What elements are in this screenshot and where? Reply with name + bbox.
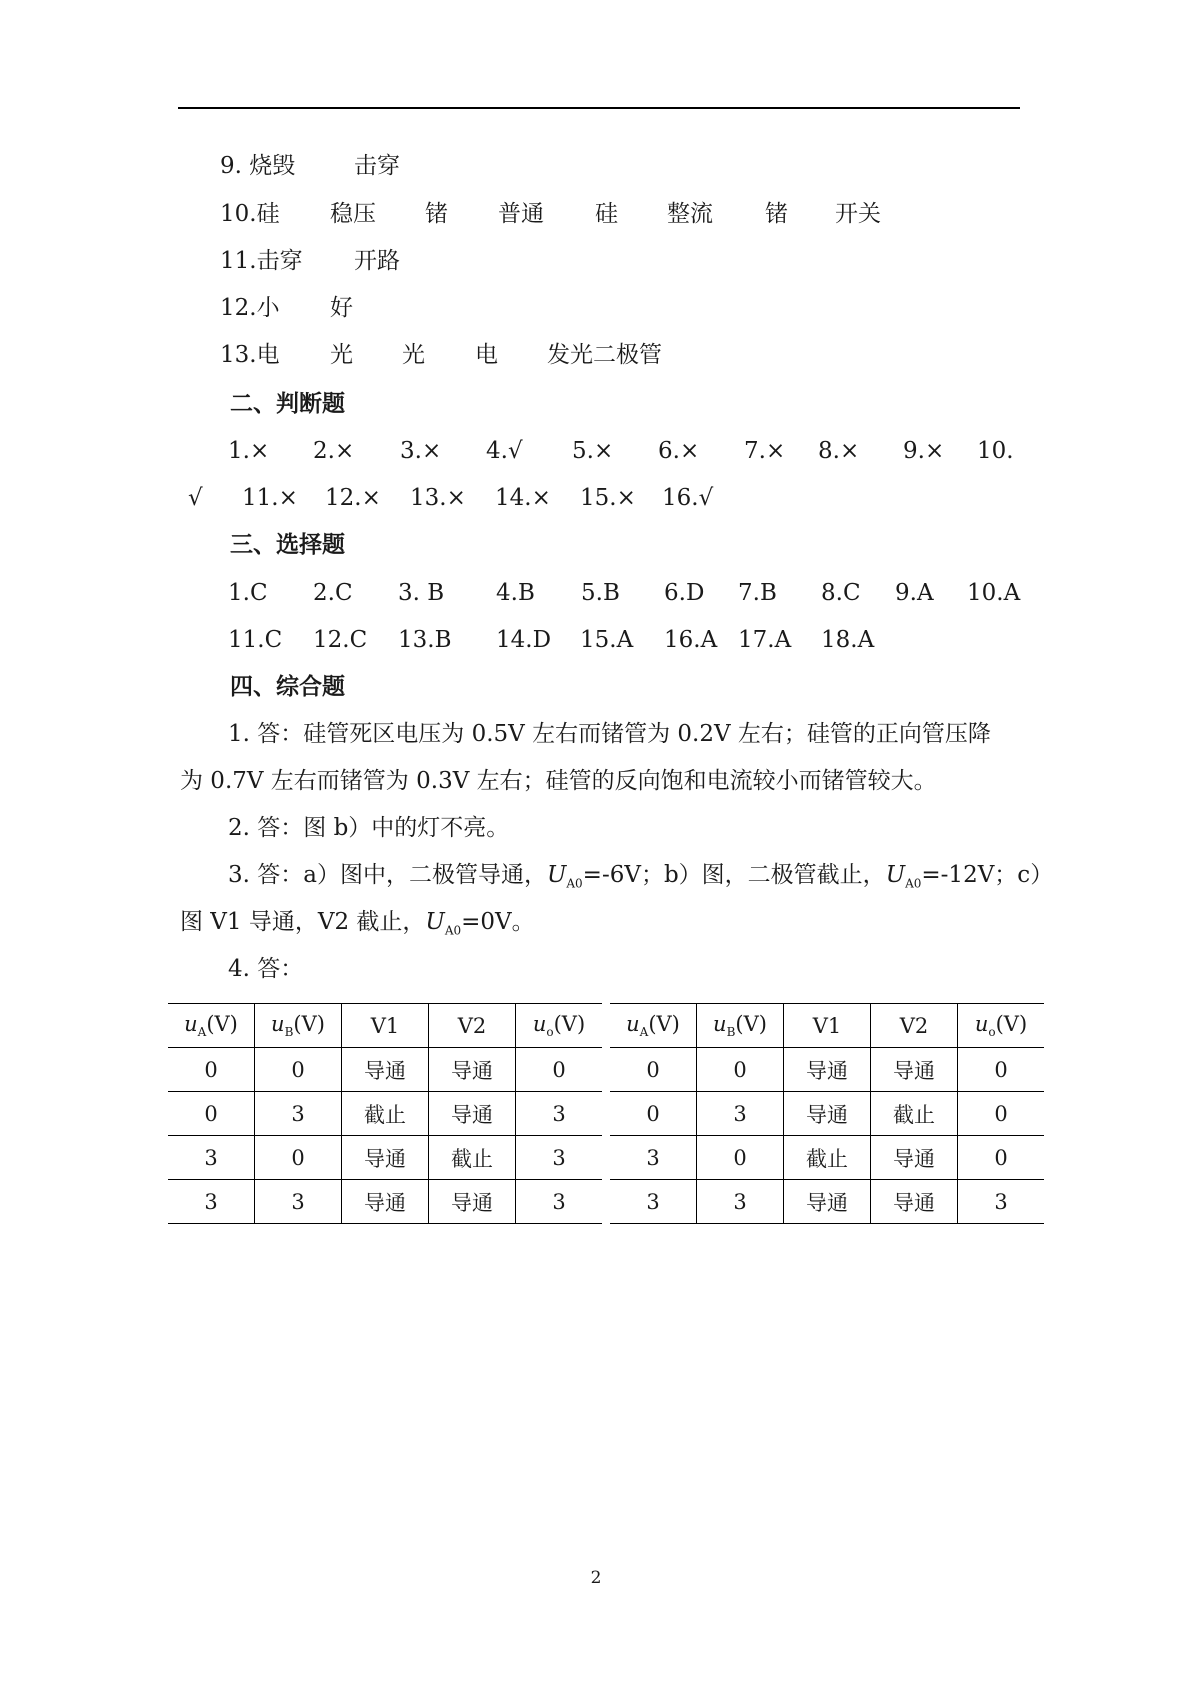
table-cell: 0 <box>168 1048 255 1092</box>
answer-item: 锗 <box>765 201 788 227</box>
table-cell: 3 <box>168 1180 255 1224</box>
answer-item: 13.电 <box>220 342 280 368</box>
table-cell: 截止 <box>871 1092 958 1136</box>
table-cell: 3 <box>958 1180 1045 1224</box>
fill-in-row-10 <box>220 198 920 230</box>
table-cell: 导通 <box>342 1180 429 1224</box>
answer-item: 12.× <box>325 485 381 511</box>
q1-answer-line-2: 为 0.7V 左右而锗管为 0.3V 左右；硅管的反向饱和电流较小而锗管较大。 <box>180 768 937 794</box>
answer-item: 7.× <box>744 438 786 464</box>
table-cell: 导通 <box>871 1136 958 1180</box>
table-cell: 3 <box>516 1136 603 1180</box>
table-cell: 导通 <box>784 1180 871 1224</box>
answer-item: 4.√ <box>486 438 523 464</box>
answer-item: 13.B <box>398 627 452 653</box>
table-row <box>610 1092 1044 1136</box>
table-row <box>168 1180 602 1224</box>
answer-item: 光 <box>330 342 353 368</box>
table-row <box>168 1092 602 1136</box>
answer-item: 3. B <box>398 580 445 606</box>
table-row <box>610 1136 1044 1180</box>
answer-item: 11.× <box>242 485 298 511</box>
answer-item: 硅 <box>595 201 618 227</box>
answer-item: 锗 <box>425 201 448 227</box>
table-header-row <box>168 1004 602 1048</box>
answer-item: 好 <box>330 295 353 321</box>
table-row <box>610 1048 1044 1092</box>
table-row <box>168 1048 602 1092</box>
answer-item: 1.C <box>228 580 268 606</box>
answer-item: 电 <box>475 342 498 368</box>
voltage-subscript: A0 <box>905 876 922 891</box>
header-ua: $u_A(V)$ <box>610 1004 697 1048</box>
table-cell: 截止 <box>784 1136 871 1180</box>
answer-item: 18.A <box>821 627 875 653</box>
q3-text-b: =-6V；b）图，二极管截止， <box>582 862 886 888</box>
table-cell: 截止 <box>342 1092 429 1136</box>
answer-item: 14.× <box>495 485 551 511</box>
table-cell: 3 <box>697 1092 784 1136</box>
q3-text-a: 3. 答：a）图中，二极管导通， <box>228 862 547 888</box>
answer-item: 11.C <box>228 627 283 653</box>
answer-item: 6.× <box>658 438 700 464</box>
voltage-symbol: U <box>885 862 906 888</box>
header-uo: $u_o(V)$ <box>958 1004 1045 1048</box>
answer-item: 稳压 <box>330 201 376 227</box>
choice-row-2 <box>0 624 1191 656</box>
answer-item: 击穿 <box>354 153 400 179</box>
header-ub: $u_B(V)$ <box>255 1004 342 1048</box>
table-cell: 0 <box>255 1136 342 1180</box>
section-heading-comprehensive: 四、综合题 <box>230 674 345 700</box>
answer-item: 8.× <box>818 438 860 464</box>
answer-item: 8.C <box>821 580 861 606</box>
answer-item: 10. <box>977 438 1014 464</box>
table-cell: 0 <box>697 1136 784 1180</box>
judge-row-1 <box>0 435 1191 467</box>
table-cell: 0 <box>255 1048 342 1092</box>
voltage-subscript: A0 <box>566 876 583 891</box>
answer-item: 12.C <box>313 627 368 653</box>
answer-item: 普通 <box>498 201 544 227</box>
answer-item: 17.A <box>738 627 792 653</box>
table-cell: 3 <box>255 1180 342 1224</box>
table-cell: 导通 <box>342 1048 429 1092</box>
q2-answer: 2. 答：图 b）中的灯不亮。 <box>228 815 510 841</box>
voltage-symbol: U <box>546 862 567 888</box>
answer-item: 16.√ <box>662 485 714 511</box>
table-cell: 3 <box>697 1180 784 1224</box>
answer-item: 整流 <box>667 201 713 227</box>
q3-answer-line-1 <box>228 859 1053 900</box>
table-cell: 0 <box>516 1048 603 1092</box>
answer-item: 发光二极管 <box>547 342 662 368</box>
table-cell: 3 <box>516 1180 603 1224</box>
table-cell: 导通 <box>784 1048 871 1092</box>
answer-item: 开路 <box>354 248 400 274</box>
header-ub: $u_B(V)$ <box>697 1004 784 1048</box>
q3-text-c: =-12V；c） <box>921 862 1054 888</box>
fill-in-row-11 <box>220 245 620 277</box>
table-cell: 0 <box>610 1048 697 1092</box>
answer-item: 10.A <box>967 580 1021 606</box>
table-cell: 导通 <box>342 1136 429 1180</box>
table-cell: 3 <box>168 1136 255 1180</box>
answer-item: √ <box>188 485 203 511</box>
truth-table-left <box>168 1003 602 1224</box>
header-v1: V1 <box>784 1004 871 1048</box>
answer-item: 5.B <box>581 580 620 606</box>
q1-answer-line-1: 1. 答：硅管死区电压为 0.5V 左右而锗管为 0.2V 左右；硅管的正向管压降 <box>228 721 991 747</box>
table-cell: 3 <box>610 1136 697 1180</box>
truth-table-right <box>610 1003 1044 1224</box>
choice-row-1 <box>0 577 1191 609</box>
table-cell: 0 <box>958 1092 1045 1136</box>
answer-item: 6.D <box>664 580 705 606</box>
header-v2: V2 <box>429 1004 516 1048</box>
table-cell: 0 <box>958 1136 1045 1180</box>
table-cell: 截止 <box>429 1136 516 1180</box>
answer-item: 9.A <box>895 580 934 606</box>
answer-item: 15.× <box>580 485 636 511</box>
header-ua: $u_A(V)$ <box>168 1004 255 1048</box>
table-row <box>168 1136 602 1180</box>
table-cell: 导通 <box>871 1180 958 1224</box>
answer-item: 16.A <box>664 627 718 653</box>
fill-in-row-13 <box>220 339 720 371</box>
voltage-symbol: U <box>425 909 445 935</box>
answer-item: 光 <box>402 342 425 368</box>
answer-item: 7.B <box>738 580 777 606</box>
judge-row-2 <box>0 482 1191 514</box>
answer-item: 12.小 <box>220 295 280 321</box>
section-heading-choice: 三、选择题 <box>230 532 345 558</box>
table-cell: 0 <box>168 1092 255 1136</box>
answer-item: 2.C <box>313 580 353 606</box>
table-cell: 导通 <box>429 1048 516 1092</box>
table-cell: 0 <box>610 1092 697 1136</box>
answer-item: 9. 烧毁 <box>220 153 296 179</box>
table-cell: 导通 <box>429 1092 516 1136</box>
q3-text-d: 图 V1 导通，V2 截止， <box>180 909 426 935</box>
table-row <box>610 1180 1044 1224</box>
q3-text-e: =0V。 <box>461 909 535 935</box>
header-rule <box>178 107 1020 109</box>
table-cell: 导通 <box>871 1048 958 1092</box>
answer-item: 4.B <box>496 580 535 606</box>
answer-item: 13.× <box>410 485 466 511</box>
answer-item: 5.× <box>572 438 614 464</box>
answer-item: 15.A <box>580 627 634 653</box>
answer-item: 1.× <box>228 438 270 464</box>
table-cell: 0 <box>697 1048 784 1092</box>
answer-item: 10.硅 <box>220 201 280 227</box>
table-cell: 3 <box>610 1180 697 1224</box>
table-cell: 3 <box>516 1092 603 1136</box>
page-number: 2 <box>590 1568 602 1588</box>
header-uo: $u_o(V)$ <box>516 1004 603 1048</box>
table-cell: 导通 <box>429 1180 516 1224</box>
fill-in-row-12 <box>220 292 620 324</box>
answer-item: 3.× <box>400 438 442 464</box>
fill-in-row-9 <box>220 150 620 182</box>
table-header-row <box>610 1004 1044 1048</box>
answer-item: 2.× <box>313 438 355 464</box>
header-v2: V2 <box>871 1004 958 1048</box>
answer-item: 开关 <box>835 201 881 227</box>
answer-item: 11.击穿 <box>220 248 303 274</box>
q3-answer-line-2 <box>180 906 535 947</box>
answer-item: 14.D <box>496 627 552 653</box>
table-cell: 导通 <box>784 1092 871 1136</box>
answer-item: 9.× <box>903 438 945 464</box>
table-cell: 3 <box>255 1092 342 1136</box>
q4-answer: 4. 答： <box>228 956 304 982</box>
header-v1: V1 <box>342 1004 429 1048</box>
section-heading-judge: 二、判断题 <box>230 391 345 417</box>
table-cell: 0 <box>958 1048 1045 1092</box>
voltage-subscript: A0 <box>444 923 462 938</box>
